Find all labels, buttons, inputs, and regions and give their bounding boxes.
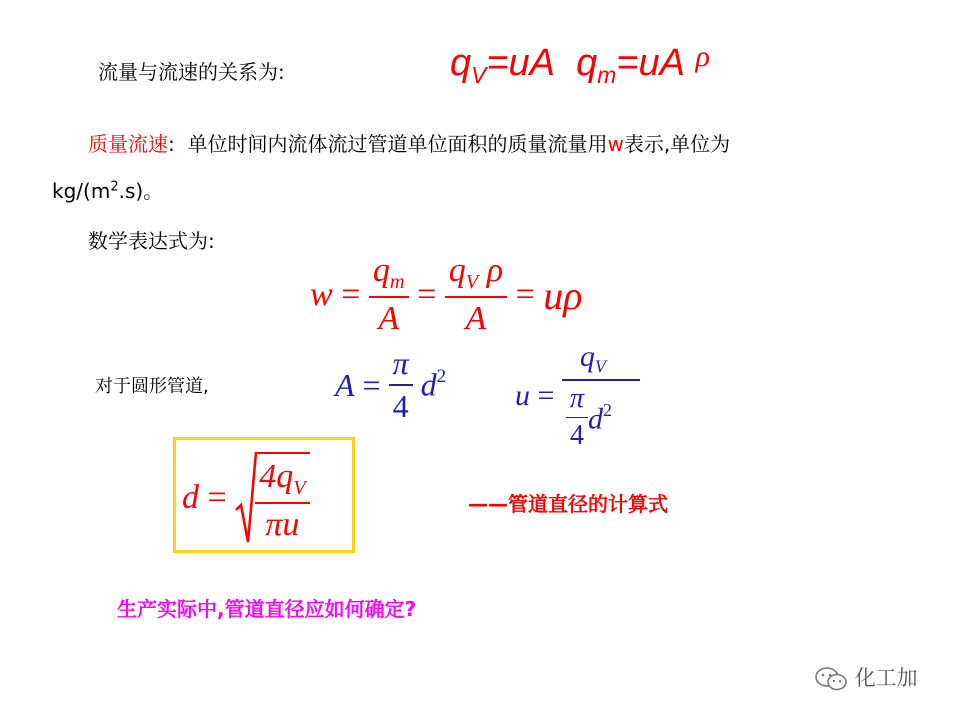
mass-velocity-definition: 质量流速: 单位时间内流体流过管道单位面积的质量流量用w表示,单位为 bbox=[88, 132, 731, 156]
circular-pipe-label: 对于圆形管道, bbox=[95, 376, 209, 397]
diameter-equation: d = $\frac{4q_V}{\pi u}$ bbox=[182, 450, 310, 546]
mass-velocity-unit: $kg/(m^2.s)$。 bbox=[52, 179, 164, 203]
velocity-equation: u = $q_V$ $\frac{\pi}{4}$ $d^2$ bbox=[515, 340, 640, 452]
pipe-diameter-question: 生产实际中,管道直径应如何确定? bbox=[117, 597, 417, 621]
mass-velocity-term: 质量流速 bbox=[88, 132, 168, 156]
math-expression-label: 数学表达式为: bbox=[88, 229, 215, 253]
flow-relation-formula: $q_V=uA$ $q_m=uA$ $^\rho$ bbox=[450, 40, 710, 88]
w-symbol: w bbox=[607, 132, 624, 156]
flow-relation-label: 流量与流速的关系为: bbox=[98, 60, 285, 84]
watermark-text: 化工加 bbox=[854, 666, 918, 690]
area-equation: A = $\frac{\pi}{4}$ $d^2$ bbox=[335, 345, 447, 424]
watermark bbox=[814, 662, 918, 692]
sqrt-sign-icon bbox=[235, 450, 257, 546]
mass-velocity-equation: w = $\frac{q_m}{A}$ = $\frac{q_V \rho}{A}$ = uρ bbox=[310, 252, 583, 338]
diameter-formula-caption: ——管道直径的计算式 bbox=[468, 492, 668, 516]
wechat-icon bbox=[814, 666, 848, 692]
